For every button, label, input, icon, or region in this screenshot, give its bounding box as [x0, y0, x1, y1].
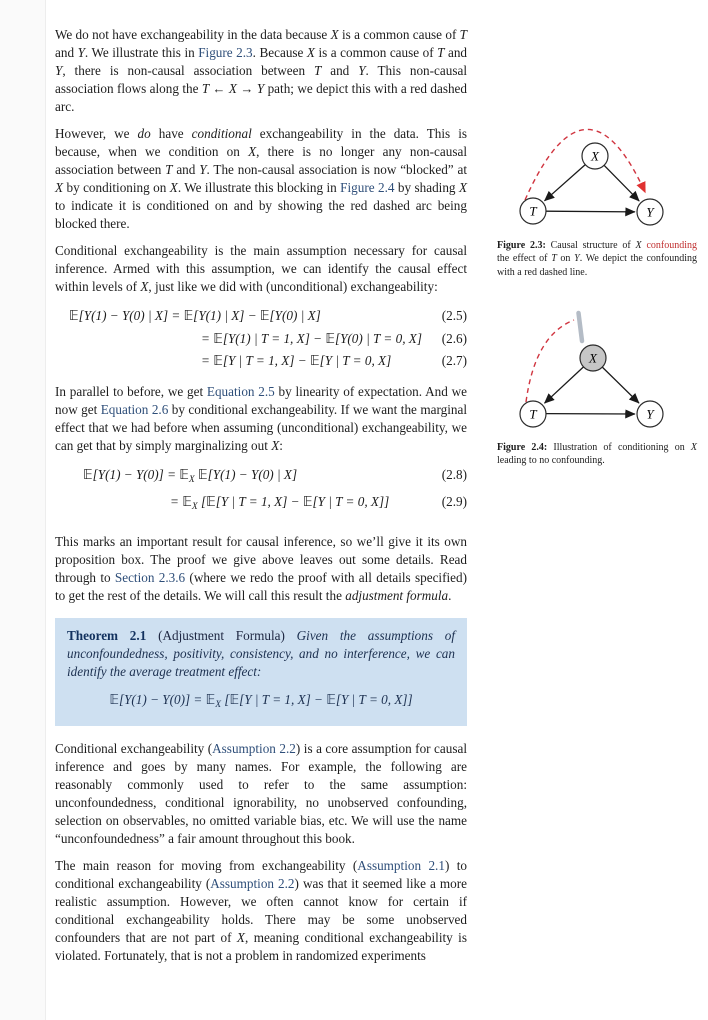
- text-segment: X: [635, 239, 642, 251]
- dag-conditioned-diagram: [497, 309, 697, 434]
- text-segment: 𝔼[Y(1) − Y(0) | X] = 𝔼[Y(1) | X] − 𝔼[Y(0) | X]: [69, 308, 321, 323]
- text-segment: and: [444, 45, 468, 60]
- figure-2-4-caption: [497, 441, 697, 468]
- text-segment: [𝔼[Y | T = 1, X] − 𝔼[Y | T = 0, X]]: [197, 494, 390, 509]
- para-4: [55, 383, 467, 455]
- text-segment: Y: [55, 63, 63, 78]
- text-segment: T: [459, 27, 467, 42]
- equation-number: (2.9): [441, 494, 467, 509]
- node-t-label: T: [529, 203, 537, 219]
- text-segment: by shading: [394, 180, 459, 195]
- equation-number: (2.6): [441, 330, 467, 346]
- text-segment: ) was that it seemed like a more realistic assumption. However, we often cannot know for certain if conditional exchangeability holds. There may be some unobserved confounders that are not part of: [55, 875, 467, 945]
- para-7: [55, 857, 467, 965]
- para-5: [55, 533, 467, 605]
- text-segment: Conditional exchangeability (: [55, 740, 213, 756]
- text-segment: . We illustrate this in: [84, 45, 199, 60]
- crossref-link: Assumption 2.2: [212, 740, 296, 756]
- text-segment: X: [458, 180, 467, 195]
- text-segment: [𝔼[Y | T = 1, X] − 𝔼[Y | T = 0, X]]: [221, 691, 413, 707]
- term-link: confounding: [646, 239, 698, 251]
- text-segment: ) to conditional exchangeability (: [55, 857, 467, 891]
- text-segment: X: [306, 45, 315, 60]
- text-segment: X: [271, 437, 280, 453]
- text-segment: Given the assumptions of unconfoundedness, positivity, consistency, and no interference, we can identify the average treatment effect:: [67, 627, 456, 679]
- equation-expression: [55, 491, 389, 519]
- text-segment: exchangeability in the data. This is because, when we condition on: [55, 126, 467, 159]
- text-segment: 𝔼[Y(1) − Y(0) | X]: [194, 466, 298, 482]
- text-segment: (Adjustment Formula): [146, 627, 297, 643]
- text-segment: T ← X → Y: [201, 81, 265, 96]
- text-segment: have: [150, 126, 192, 141]
- text-segment: . We depict the confounding with a red dashed line.: [497, 253, 698, 278]
- text-segment: by conditional exchangeability. If we want the marginal effect that we had before when assuming (unconditional) exchangeability, we can get that by simply marginalizing out: [55, 401, 467, 453]
- node-x-label: X: [589, 350, 597, 366]
- crossref-link: Assumption 2.2: [210, 875, 295, 891]
- text-segment: . Because: [252, 45, 307, 60]
- text-segment: . We illustrate this blocking in: [177, 180, 341, 195]
- theorem-box: [55, 618, 467, 726]
- text-segment: by linearity of expectation. And we now get: [55, 383, 467, 417]
- theorem-equation: [67, 690, 455, 715]
- text-segment: is a common cause of: [338, 27, 460, 42]
- text-segment: T: [437, 45, 445, 60]
- equation-expression: [55, 328, 422, 351]
- text-segment: 𝔼[Y(1) − Y(0)] = 𝔼: [83, 466, 189, 482]
- text-segment: X: [236, 929, 245, 945]
- text-segment: and: [55, 45, 78, 60]
- text-segment: The main reason for moving from exchangeability (: [55, 857, 358, 873]
- text-segment: X: [140, 279, 149, 294]
- text-segment: Conditional exchangeability is the main assumption necessary for causal inference. Armed with this assumption, we can identify the causal effect within levels of: [55, 243, 467, 294]
- text-segment: Illustration of conditioning on: [553, 441, 691, 453]
- figure-2-3: [497, 118, 697, 279]
- text-segment: , meaning conditional exchangeability is violated. Fortunately, that is not a problem in randomized experiments: [55, 929, 467, 963]
- text-segment: Figure 2.4:: [497, 441, 554, 453]
- node-t-label: T: [529, 406, 537, 422]
- text-segment: = 𝔼[Y(1) | T = 1, X] − 𝔼[Y(0) | T = 0, X]: [201, 330, 422, 346]
- equation-expression: [55, 305, 321, 328]
- equation-row: [55, 464, 467, 492]
- text-segment: Y: [77, 45, 85, 60]
- text-segment: We do not have exchangeability in the data because: [55, 27, 331, 42]
- figure-2-3-caption: [497, 239, 697, 280]
- text-segment: In parallel to before, we get: [55, 383, 207, 399]
- text-segment: by conditioning on: [63, 180, 170, 195]
- text-segment: do: [137, 126, 151, 141]
- crossref-link: Figure 2.3: [198, 45, 253, 60]
- dag-confounding-diagram: [497, 118, 697, 232]
- crossref-link: Equation 2.6: [100, 401, 169, 417]
- equation-number: (2.7): [441, 353, 467, 368]
- para-2: [55, 125, 467, 233]
- text-segment: = 𝔼[Y | T = 1, X] − 𝔼[Y | T = 0, X]: [201, 353, 392, 368]
- page-left-edge: [0, 0, 46, 1020]
- text-segment: . This non-causal association flows along the: [55, 63, 467, 96]
- node-x-label: X: [591, 148, 599, 164]
- text-segment: 𝔼[Y(1) − Y(0)] = 𝔼: [109, 691, 216, 707]
- theorem-statement: [67, 627, 455, 681]
- text-segment: Y: [358, 63, 366, 78]
- text-segment: X: [248, 144, 257, 159]
- text-segment: , just like we did with (unconditional) exchangeability:: [148, 279, 438, 294]
- text-segment: , there is no longer any non-causal association between: [55, 144, 467, 177]
- text-segment: , there is non-causal association between: [62, 63, 314, 78]
- text-segment: leading to no confounding.: [497, 455, 605, 466]
- text-segment: . The non-causal association is now “blocked” at: [206, 162, 467, 177]
- edge-x-to-y: [602, 367, 639, 403]
- text-segment: X: [690, 441, 697, 453]
- text-segment: path; we depict this with a red dashed arc.: [55, 81, 467, 114]
- blocking-bar: [579, 313, 583, 341]
- equation-expression: [55, 350, 391, 373]
- equation-row: [55, 491, 467, 519]
- equation-row: [55, 328, 467, 351]
- crossref-link: Section 2.3.6: [114, 569, 186, 585]
- text-segment: This marks an important result for causal inference, so we’ll give it its own proposition box. The proof we give above leaves out some details. Read through to: [55, 533, 467, 585]
- crossref-link: Assumption 2.1: [357, 857, 445, 873]
- text-segment: the effect of: [497, 253, 552, 264]
- blocked-association-arc: [526, 320, 574, 402]
- main-text-column: [55, 26, 467, 974]
- crossref-link: Figure 2.4: [340, 180, 395, 195]
- edge-x-to-t: [545, 165, 586, 201]
- crossref-link: Equation 2.5: [206, 383, 275, 399]
- text-segment: Theorem 2.1: [67, 627, 147, 643]
- text-segment: (where we redo the proof with all details specified) to get the rest of the details. We will call this result the: [55, 569, 467, 603]
- equation-group-1: [55, 305, 467, 373]
- text-segment: T: [165, 162, 173, 177]
- para-1: [55, 26, 467, 116]
- text-segment: T: [313, 63, 322, 78]
- text-segment: X: [169, 180, 178, 195]
- text-segment: adjustment formula: [345, 587, 449, 603]
- margin-column: [497, 118, 697, 468]
- equation-row: [55, 305, 467, 328]
- text-segment: ) is a core assumption for causal inference and goes by many names. For example, the following are reasonably commonly used to refer to the same assumption: unconfoundedness, conditional ignorability, no unobserved confounding, selection on observables, no omitted variable bias, etc. We will use the name “unconfoundedness” a fair amount throughout this book.: [55, 740, 468, 846]
- text-segment: X: [55, 180, 64, 195]
- para-3: [55, 242, 467, 296]
- node-y-label: Y: [646, 204, 654, 220]
- text-segment: T: [551, 253, 557, 264]
- figure-2-4: [497, 309, 697, 468]
- equation-number: (2.8): [441, 466, 467, 482]
- equation-expression: [55, 464, 297, 492]
- text-segment: and: [321, 63, 359, 78]
- text-segment: However, we: [55, 126, 138, 141]
- text-segment: Figure 2.3:: [497, 239, 551, 251]
- text-segment: conditional: [191, 126, 252, 141]
- edge-x-to-t: [545, 367, 584, 403]
- edge-t-to-y: [547, 211, 636, 212]
- text-segment: X: [191, 502, 198, 512]
- text-segment: X: [330, 27, 339, 42]
- text-segment: X: [188, 474, 195, 485]
- text-segment: is a common cause of: [314, 45, 438, 60]
- text-segment: .: [448, 587, 452, 603]
- node-y-label: Y: [646, 406, 654, 422]
- text-segment: = 𝔼: [170, 494, 192, 509]
- text-segment: Causal structure of: [550, 239, 636, 251]
- para-6: [55, 740, 467, 848]
- text-segment: Y: [199, 162, 207, 177]
- text-segment: on: [556, 253, 575, 264]
- text-segment: Y: [574, 253, 580, 264]
- text-segment: X: [215, 699, 222, 710]
- equation-row: [55, 350, 467, 373]
- equation-number: (2.5): [441, 308, 467, 323]
- text-segment: to indicate it is conditioned on and by showing the red dashed arc being blocked there.: [55, 198, 467, 231]
- text-segment: and: [172, 162, 200, 177]
- equation-group-2: [55, 464, 467, 519]
- text-segment: :: [279, 437, 283, 453]
